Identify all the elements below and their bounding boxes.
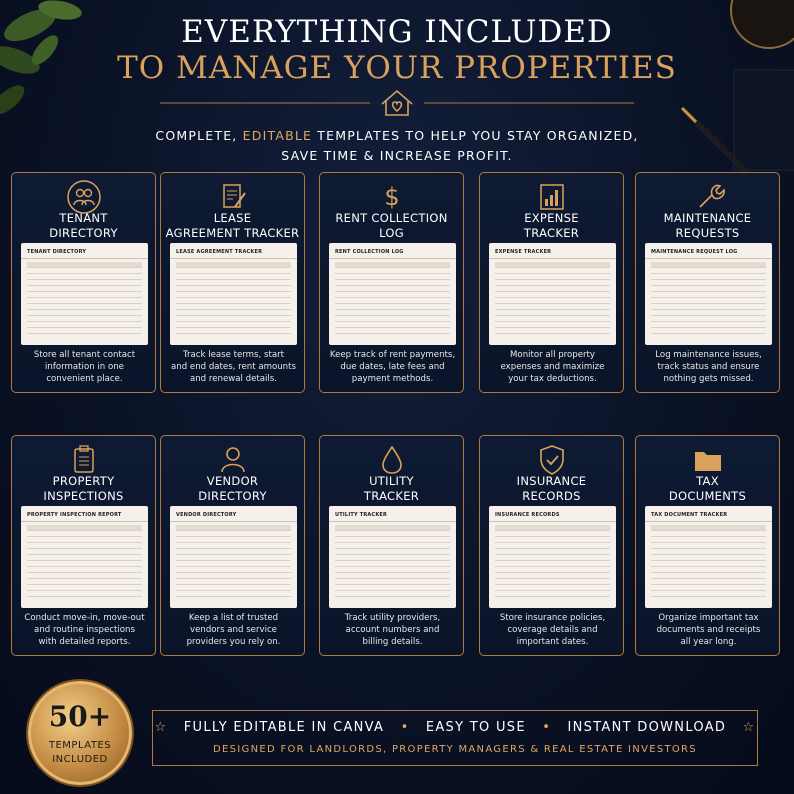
card-description: Store insurance policies, coverage details and important dates. [499,613,606,647]
badge-label-2: INCLUDED [52,754,108,765]
card-title: PROPERTY INSPECTIONS [43,474,124,503]
template-preview-title: VENDOR DIRECTORY [170,506,297,522]
template-preview-title: TENANT DIRECTORY [21,243,148,259]
card-description: Log maintenance issues, track status and ensure nothing gets missed. [655,350,762,384]
card-description: Keep track of rent payments, due dates, late fees and payment methods. [329,350,456,384]
card-description: Track lease terms, start and end dates, rent amounts and renewal details. [171,350,296,384]
features-banner [152,710,758,766]
card-title: EXPENSE TRACKER [523,211,580,240]
star-icon: ☆ [154,720,168,735]
card-title: MAINTENANCE REQUESTS [663,211,752,240]
house-heart-icon [382,91,412,115]
template-preview-title: EXPENSE TRACKER [489,243,616,259]
card-description: Store all tenant contact information in one convenient place. [33,350,136,384]
users-icon [66,179,102,215]
template-preview [170,506,297,608]
bar-chart-icon [534,179,570,215]
template-preview-title: MAINTENANCE REQUEST LOG [645,243,772,259]
subheadline: COMPLETE, EDITABLE TEMPLATES TO HELP YOU STAY ORGANIZED, SAVE TIME & INCREASE PROFIT. [155,128,639,163]
template-preview-title: UTILITY TRACKER [329,506,456,522]
dollar-icon [374,179,410,215]
star-icon: ☆ [742,720,756,735]
card-title: TAX DOCUMENTS [668,474,747,503]
template-preview [645,506,772,608]
template-preview [645,243,772,345]
template-card [160,435,305,656]
card-title: RENT COLLECTION LOG [335,211,448,240]
bullet-separator: • [542,720,552,735]
card-description: Track utility providers, account numbers and billing details. [344,613,441,647]
audience-line: DESIGNED FOR LANDLORDS, PROPERTY MANAGERS & REAL ESTATE INVESTORS [213,744,697,755]
template-card [319,172,464,393]
template-preview [21,243,148,345]
template-preview [489,243,616,345]
template-card [479,172,624,393]
template-preview [489,506,616,608]
feature-canva: FULLY EDITABLE IN CANVA [183,720,385,735]
card-title: INSURANCE RECORDS [516,474,587,503]
template-card [635,435,780,656]
contract-icon [215,179,251,215]
card-title: LEASE AGREEMENT TRACKER [165,211,300,240]
person-icon [215,442,251,478]
template-preview-title: PROPERTY INSPECTION REPORT [21,506,148,522]
template-card [160,172,305,393]
badge-label-1: TEMPLATES [48,740,112,751]
card-description: Keep a list of trusted vendors and service providers you rely on. [186,613,281,647]
feature-easy: EASY TO USE [425,720,526,735]
headline-line-2: TO MANAGE YOUR PROPERTIES [117,50,677,86]
headline-line-1: EVERYTHING INCLUDED [181,14,613,50]
card-description: Conduct move-in, move-out and routine inspections with detailed reports. [24,613,145,647]
card-description: Organize important tax documents and receipts all year long. [656,613,761,647]
template-card [319,435,464,656]
feature-download: INSTANT DOWNLOAD [567,720,727,735]
template-card [11,172,156,393]
template-preview [329,243,456,345]
card-title: TENANT DIRECTORY [49,211,118,240]
template-card [11,435,156,656]
water-drop-icon [374,442,410,478]
template-preview-title: RENT COLLECTION LOG [329,243,456,259]
clipboard-icon [66,442,102,478]
card-title: UTILITY TRACKER [363,474,420,503]
template-preview-title: TAX DOCUMENT TRACKER [645,506,772,522]
template-preview [21,506,148,608]
bullet-separator: • [400,720,410,735]
template-preview [170,243,297,345]
template-preview [329,506,456,608]
features-row [153,720,757,735]
templates-count-badge [28,681,132,785]
card-title: VENDOR DIRECTORY [198,474,267,503]
template-preview-title: LEASE AGREEMENT TRACKER [170,243,297,259]
shield-check-icon [534,442,570,478]
template-card [635,172,780,393]
folder-icon [690,442,726,478]
house-divider [160,88,634,118]
template-card [479,435,624,656]
card-description: Monitor all property expenses and maximize your tax deductions. [500,350,605,384]
badge-number: 50+ [48,700,112,733]
wrench-icon [690,179,726,215]
svg-text:$: $ [384,183,400,211]
template-preview-title: INSURANCE RECORDS [489,506,616,522]
